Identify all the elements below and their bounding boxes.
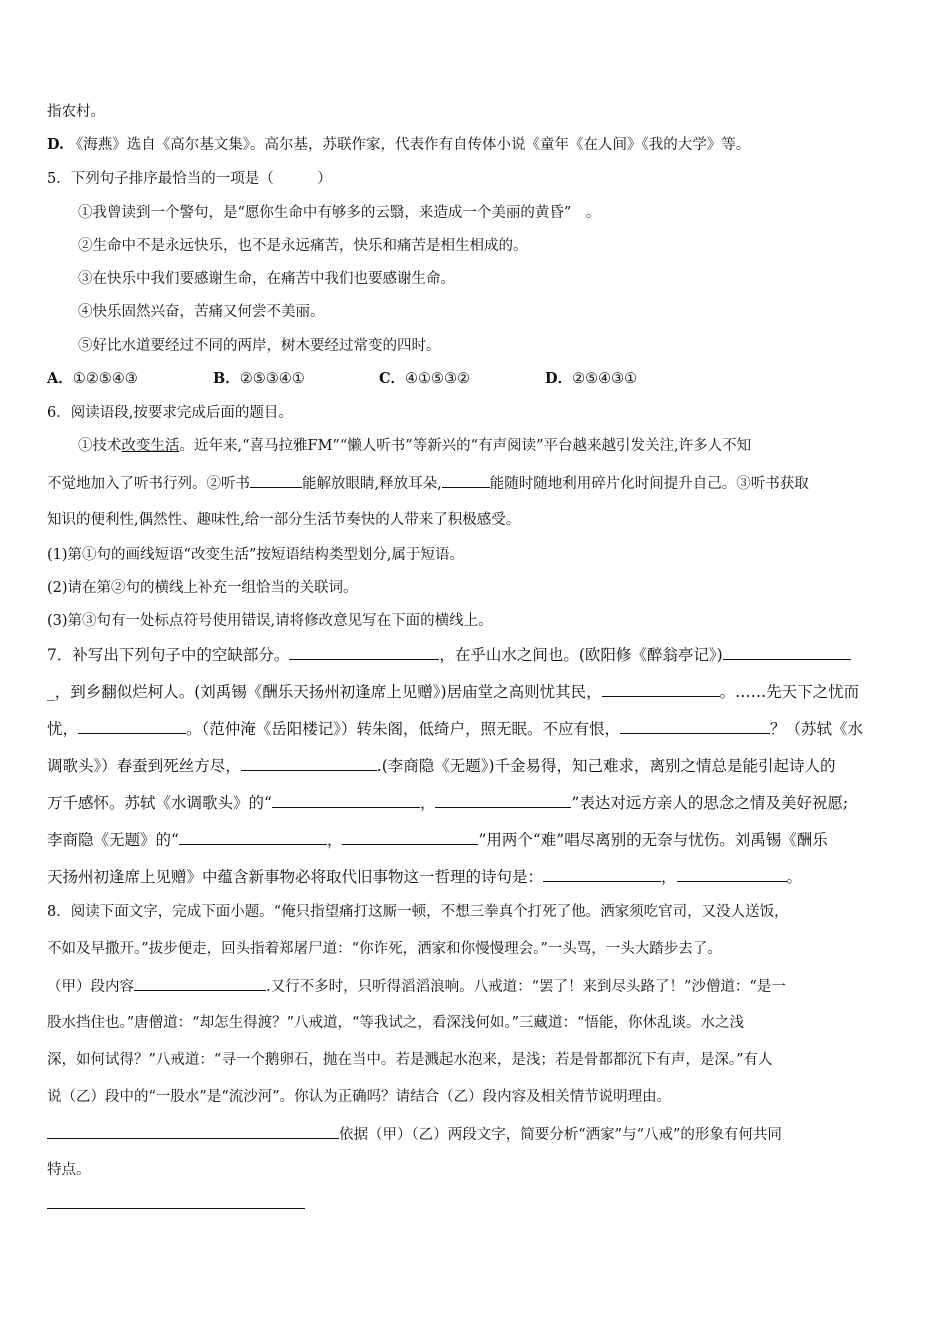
- blank-line[interactable]: [289, 645, 439, 660]
- sub-question-2: (2)请在第②句的横线上补充一组恰当的关联词。: [47, 580, 358, 596]
- option-c-value: ④①⑤③②: [405, 371, 471, 387]
- passage-line-1: [78, 436, 751, 456]
- question-7-line-4: [47, 756, 836, 776]
- blank-line[interactable]: [435, 793, 571, 808]
- question-8-line-3: [47, 976, 786, 997]
- question-7-line-2: [47, 682, 859, 702]
- question-text: 。……先天下之忧而: [719, 683, 860, 701]
- passage-text: 。近年来,“喜马拉雅FM”“懒人听书”等新兴的“有声阅读”平台越来越引发关注,许多人不知: [179, 438, 752, 454]
- blank-line[interactable]: [134, 976, 266, 991]
- question-text: 7．补写出下列句子中的空缺部分。: [47, 646, 290, 664]
- blank-line[interactable]: [620, 719, 770, 734]
- passage-text: 能随时随地利用碎片化时间提升自己。③听书获取: [489, 476, 809, 492]
- blank-line[interactable]: [342, 830, 478, 845]
- option-c-label: C．: [379, 370, 406, 387]
- option-b[interactable]: [213, 369, 379, 389]
- question-8-line-1: 8．阅读下面文字，完成下面小题。“俺只指望痛打这厮一顿，不想三拳真个打死了他。洒家须吃官司，又没人送饭，: [47, 904, 789, 920]
- answer-blank-line[interactable]: [47, 1124, 339, 1139]
- question-text: _，到乡翻似烂柯人。(刘禹锡《酬乐天扬州初逢席上见赠》)居庙堂之高则忧其民，: [47, 683, 602, 701]
- blank-line[interactable]: [241, 756, 377, 771]
- question-text: ，在乎山水之间也。(欧阳修《醉翁亭记》): [439, 646, 723, 664]
- blank-line[interactable]: [179, 830, 327, 845]
- sentence-1: ①我曾读到一个警句，是“愿你生命中有够多的云翳，来造成一个美丽的黄昏” 。: [78, 205, 601, 221]
- question-text: 依据（甲）（乙）两段文字，简要分析“洒家”与“八戒”的形象有何共同: [339, 1127, 782, 1143]
- question-8-line-2: 不如及早撒开。”拔步便走，回头指着郑屠尸道：“你诈死，洒家和你慢慢理会。”一头骂，一头大踏步去了。: [47, 941, 722, 957]
- question-8-line-4: 股水挡住也。”唐僧道：“却怎生得渡？”八戒道，“等我试之，看深浅何如。”三藏道：“悟能，你休乱谈。水之浅: [47, 1015, 744, 1031]
- option-b-label: B．: [213, 370, 240, 387]
- question-text: ，: [661, 868, 677, 886]
- question-text: ，: [326, 831, 343, 849]
- blank-line[interactable]: [250, 473, 302, 488]
- option-d-value: ②⑤④③①: [572, 371, 638, 387]
- option-text: 《海燕》选自《高尔基文集》。高尔基，苏联作家，代表作有自传体小说《童年《在人间》《我的大学》等。: [68, 137, 751, 153]
- option-d-line: [47, 135, 750, 155]
- passage-text: 不觉地加入了听书行列。②听书: [47, 476, 250, 492]
- question-8-line-7: [47, 1124, 782, 1145]
- question-text: .(李商隐《无题》)千金易得，知己难求，离别之情总是能引起诗人的: [376, 757, 836, 775]
- sentence-2: ②生命中不是永远快乐，也不是永远痛苦，快乐和痛苦是相生相成的。: [78, 238, 528, 254]
- question-5-options: [47, 369, 637, 389]
- question-7-line-3: [47, 719, 863, 739]
- question-7-line-5: [47, 793, 848, 813]
- question-text: ，: [419, 794, 436, 812]
- option-d-label: D．: [545, 370, 573, 387]
- question-6-stem: 6．阅读语段,按要求完成后面的题目。: [47, 405, 293, 421]
- text-line: 指农村。: [47, 104, 105, 120]
- option-a[interactable]: [47, 369, 213, 389]
- blank-line[interactable]: [272, 793, 420, 808]
- passage-text: 能解放眼睛,释放耳朵,: [302, 476, 442, 492]
- question-text: .又行不多时，只听得滔滔浪响。八戒道：“罢了！来到尽头路了！”沙僧道：“是一: [266, 979, 786, 995]
- sub-question-3: (3)第③句有一处标点符号使用错误,请将修改意见写在下面的横线上。: [47, 613, 493, 629]
- blank-line[interactable]: [677, 867, 787, 882]
- sub-question-1: (1)第①句的画线短语“改变生活”按短语结构类型划分,属于短语。: [47, 547, 464, 563]
- question-7-line-7: [47, 867, 802, 887]
- question-text: 忧，: [47, 720, 79, 738]
- question-text: （甲）段内容: [47, 979, 134, 995]
- question-text: 。: [786, 868, 803, 886]
- question-7-line-1: [47, 645, 851, 665]
- blank-line[interactable]: [602, 682, 720, 697]
- question-text: 天扬州初逢席上见赠》中蕴含新事物必将取代旧事物这一哲理的诗句是：: [47, 868, 544, 886]
- option-b-value: ②⑤③④①: [239, 371, 305, 387]
- question-text: 万千感怀。苏轼《水调歌头》的“: [47, 794, 272, 812]
- option-a-label: A．: [47, 370, 73, 387]
- blank-line[interactable]: [442, 473, 490, 488]
- question-8-line-5: 深，如何试得？”八戒道：“寻一个鹅卵石，抛在当中。若是溅起水泡来，是浅；若是骨都都沉下有声，是深。”有人: [47, 1052, 773, 1068]
- passage-line-2: [47, 473, 809, 494]
- question-text: ？（苏轼《水: [770, 720, 864, 738]
- question-text: 。（范仲淹《岳阳楼记》）转朱阁，低绮户，照无眠。不应有恨，: [186, 720, 621, 738]
- option-c[interactable]: [379, 369, 545, 389]
- question-5-stem: 5．下列句子排序最恰当的一项是（ ）: [47, 171, 332, 187]
- question-8-answer-line: [47, 1194, 305, 1215]
- question-7-line-6: [47, 830, 828, 850]
- sentence-5: ⑤好比水道要经过不同的两岸，树木要经过常变的四时。: [78, 338, 441, 354]
- option-d[interactable]: [545, 369, 637, 389]
- option-label: D.: [47, 136, 65, 153]
- passage-text: ①技术: [78, 438, 122, 454]
- blank-line[interactable]: [543, 867, 661, 882]
- underlined-phrase: 改变生活: [121, 438, 180, 454]
- question-text: ”表达对远方亲人的思念之情及美好祝愿;: [571, 794, 849, 812]
- blank-line[interactable]: [78, 719, 186, 734]
- blank-line[interactable]: [723, 645, 851, 660]
- question-text: 调歌头》）春蚕到死丝方尽，: [47, 757, 241, 775]
- question-8-line-6: 说（乙）段中的“一股水”是“流沙河”。你认为正确吗？请结合（乙）段内容及相关情节说明理由。: [47, 1089, 672, 1105]
- sentence-3: ③在快乐中我们要感谢生命，在痛苦中我们也要感谢生命。: [78, 271, 455, 287]
- question-8-line-8: 特点。: [47, 1162, 91, 1178]
- passage-line-3: 知识的便利性,偶然性、趣味性,给一部分生活节奏快的人带来了积极感受。: [47, 512, 521, 528]
- option-a-value: ①②⑤④③: [72, 371, 138, 387]
- question-text: 李商隐《无题》的“: [47, 831, 179, 849]
- answer-blank-line[interactable]: [47, 1194, 305, 1209]
- sentence-4: ④快乐固然兴奋，苦痛又何尝不美丽。: [78, 304, 325, 320]
- question-text: ”用两个“难”唱尽离别的无奈与忧伤。刘禹锡《酬乐: [478, 831, 828, 849]
